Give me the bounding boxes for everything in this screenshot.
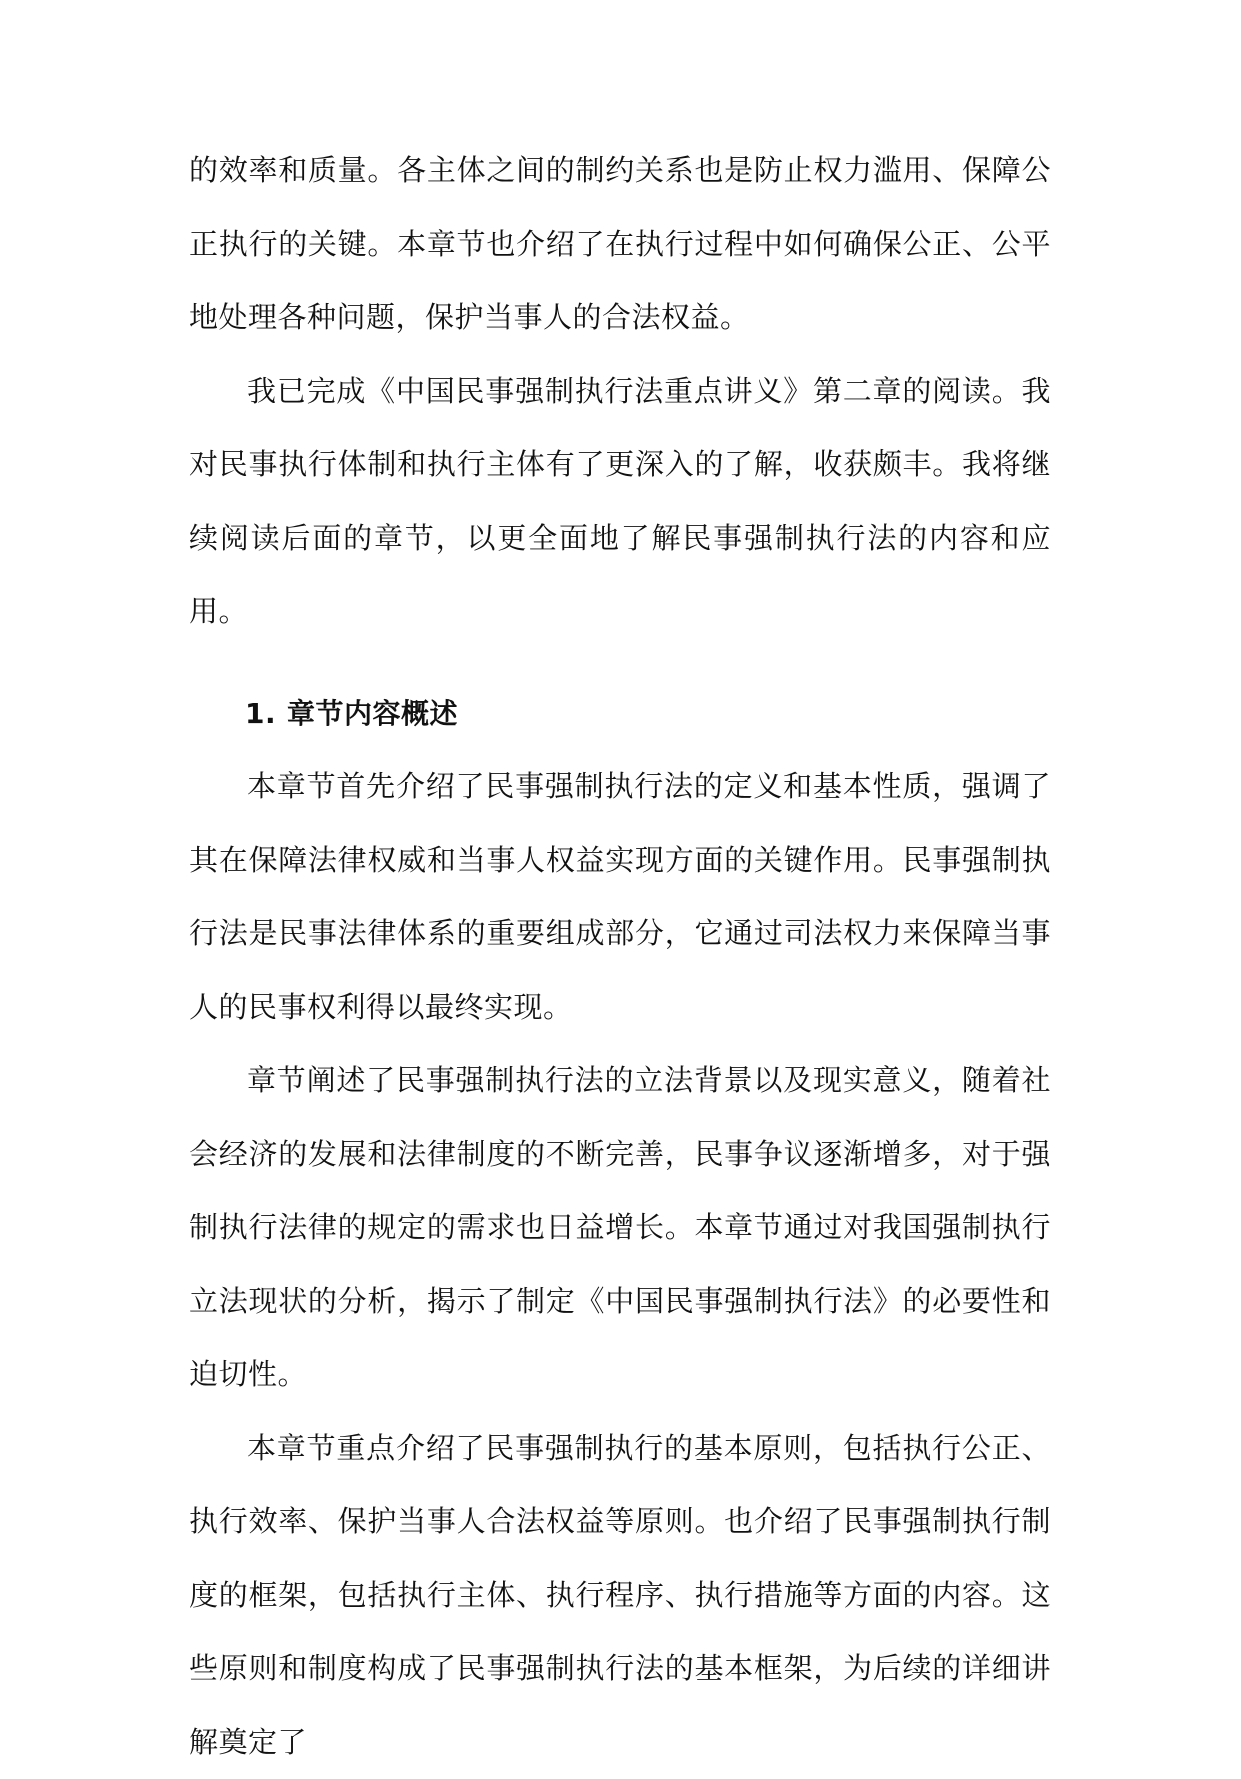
continued-paragraph: 的效率和质量。各主体之间的制约关系也是防止权力滥用、保障公正执行的关键。本章节也介绍了在执行过程中如何确保公正、公平地处理各种问题，保护当事人的合法权益。 — [189, 134, 1051, 355]
section-title: 章节内容概述 — [287, 697, 458, 730]
body-paragraph: 本章节首先介绍了民事强制执行法的定义和基本性质，强调了其在保障法律权威和当事人权益实现方面的关键作用。民事强制执行法是民事法律体系的重要组成部分，它通过司法权力来保障当事人的民事权利得以最终实现。 — [189, 750, 1051, 1044]
document-body — [189, 134, 1051, 1779]
body-paragraph: 章节阐述了民事强制执行法的立法背景以及现实意义，随着社会经济的发展和法律制度的不断完善，民事争议逐渐增多，对于强制执行法律的规定的需求也日益增长。本章节通过对我国强制执行立法现状的分析，揭示了制定《中国民事强制执行法》的必要性和迫切性。 — [189, 1044, 1051, 1412]
body-paragraph: 本章节重点介绍了民事强制执行的基本原则，包括执行公正、执行效率、保护当事人合法权益等原则。也介绍了民事强制执行制度的框架，包括执行主体、执行程序、执行措施等方面的内容。这些原则和制度构成了民事强制执行法的基本框架，为后续的详细讲解奠定了 — [189, 1412, 1051, 1779]
section-heading — [189, 677, 1051, 751]
section-number: 1. — [245, 677, 287, 751]
reading-summary-paragraph: 我已完成《中国民事强制执行法重点讲义》第二章的阅读。我对民事执行体制和执行主体有了更深入的了解，收获颇丰。我将继续阅读后面的章节，以更全面地了解民事强制执行法的内容和应用。 — [189, 355, 1051, 649]
